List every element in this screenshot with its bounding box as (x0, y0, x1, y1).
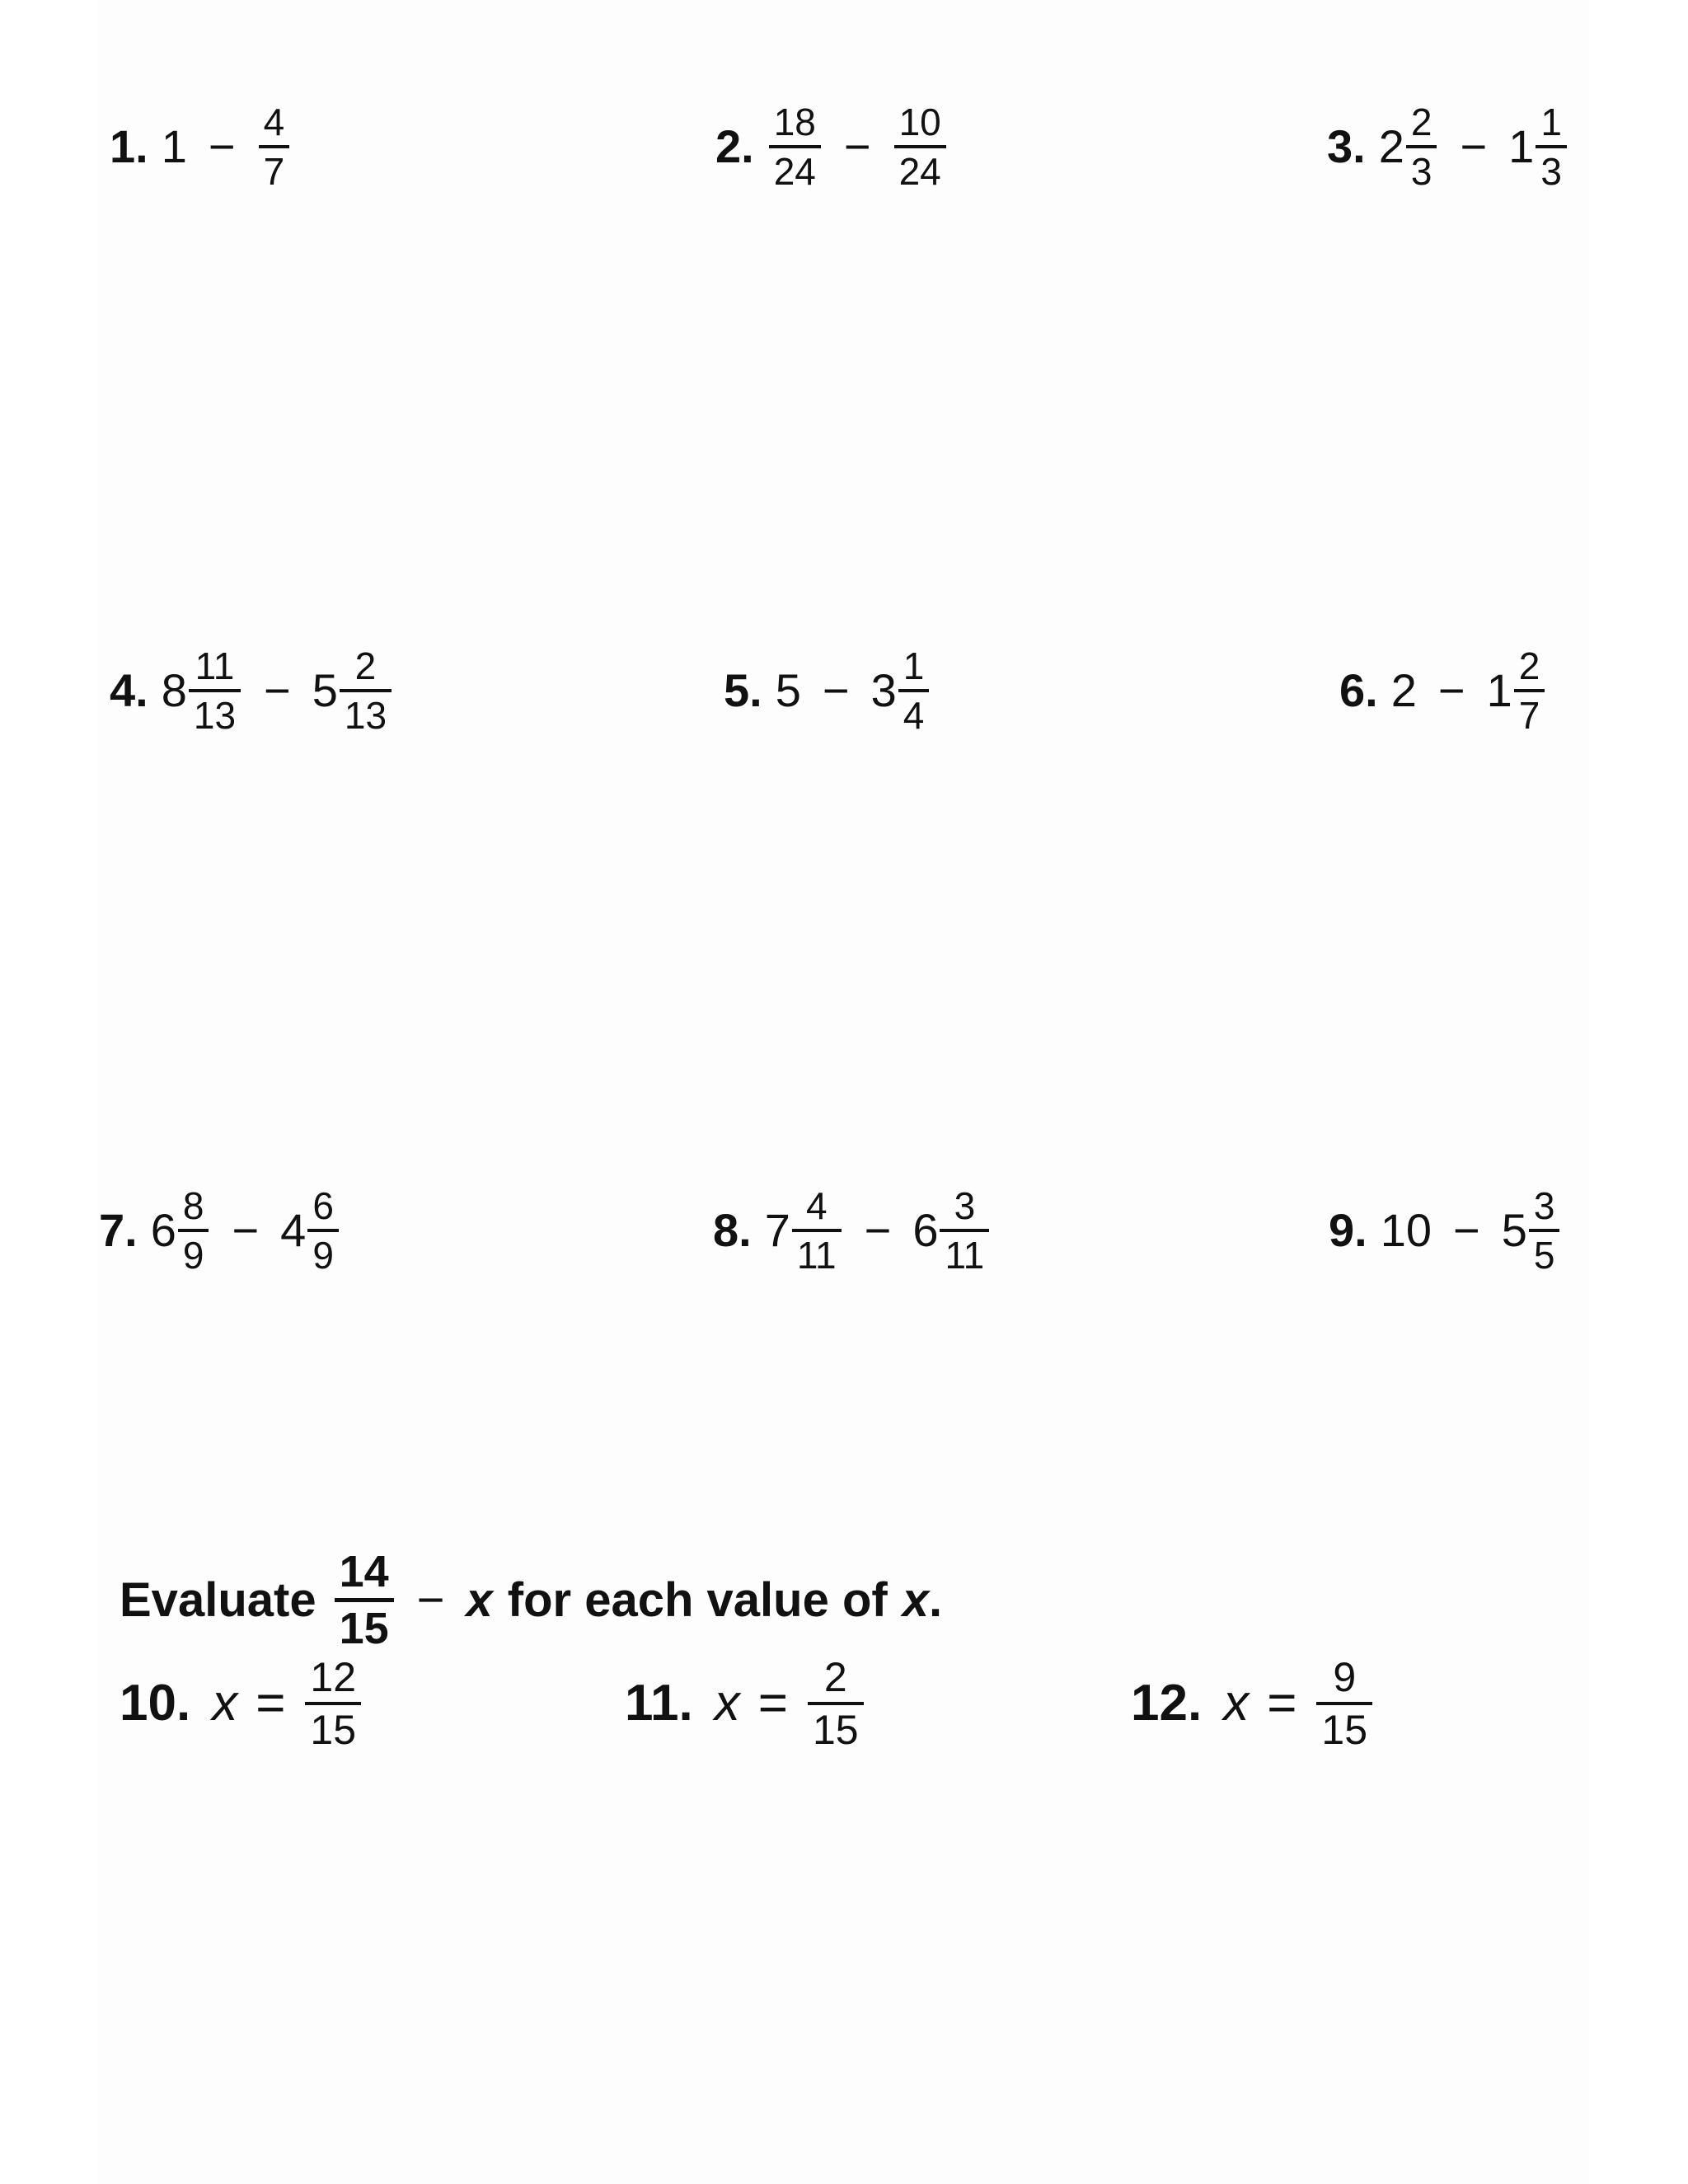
subtrahend-fraction (1536, 101, 1567, 193)
denominator: 15 (305, 1702, 361, 1750)
minuend-fraction (792, 1184, 842, 1277)
subtrahend-fraction (307, 1184, 339, 1277)
numerator: 2 (823, 1654, 847, 1700)
numerator: 3 (1533, 1184, 1555, 1227)
problem-8 (713, 1184, 991, 1277)
subtrahend-whole: 3 (870, 664, 897, 716)
denominator: 7 (1514, 689, 1545, 734)
numerator: 11 (195, 644, 235, 687)
instruction-variable: x (466, 1573, 493, 1627)
problem-number: 2. (715, 120, 754, 172)
denominator: 11 (940, 1229, 989, 1274)
problem-2 (715, 101, 948, 193)
minuend-fraction (1406, 101, 1437, 193)
instruction-middle: for each value of (507, 1573, 888, 1627)
minus-sign: − (1453, 1204, 1480, 1256)
problem-12 (1131, 1654, 1374, 1753)
subtrahend-whole: 1 (1508, 120, 1535, 172)
minuend-fraction (769, 101, 821, 193)
minus-sign: − (1437, 664, 1465, 716)
minus-sign: − (232, 1204, 260, 1256)
denominator: 24 (769, 145, 821, 190)
problem-number: 8. (713, 1204, 752, 1256)
problem-7 (99, 1184, 340, 1277)
denominator: 9 (307, 1229, 339, 1274)
instruction-suffix: . (928, 1573, 943, 1627)
problem-number: 10. (120, 1675, 191, 1732)
numerator: 2 (354, 644, 377, 687)
denominator: 4 (898, 689, 930, 734)
denominator: 3 (1536, 145, 1567, 190)
problem-number: 1. (110, 120, 148, 172)
problem-10 (120, 1654, 363, 1753)
minuend-fraction (189, 644, 241, 737)
problem-4 (110, 644, 393, 737)
problem-number: 4. (110, 664, 148, 716)
problem-number: 5. (724, 664, 762, 716)
numerator: 4 (263, 101, 285, 143)
minuend-fraction (178, 1184, 209, 1277)
numerator: 10 (898, 101, 941, 143)
subtrahend-fraction (894, 101, 946, 193)
minus-sign: − (264, 664, 291, 716)
denominator: 15 (808, 1702, 864, 1750)
value-fraction (305, 1654, 361, 1753)
problem-11 (625, 1654, 865, 1753)
subtrahend-whole: 4 (280, 1204, 307, 1256)
instruction-variable-2: x (902, 1573, 929, 1627)
numerator: 18 (773, 101, 816, 143)
problem-number: 11. (625, 1675, 693, 1732)
denominator: 13 (340, 689, 392, 734)
numerator: 6 (312, 1184, 334, 1227)
problem-number: 12. (1131, 1675, 1203, 1732)
problem-9 (1329, 1184, 1561, 1277)
minuend-whole: 8 (161, 664, 187, 716)
subtrahend-fraction (259, 101, 290, 193)
minuend-whole: 1 (161, 120, 187, 172)
denominator: 15 (335, 1598, 394, 1651)
subtrahend-fraction (1514, 644, 1545, 737)
minus-sign: − (822, 664, 850, 716)
instruction-prefix: Evaluate (120, 1573, 316, 1627)
equals-sign: = (757, 1675, 788, 1732)
variable: x (1223, 1675, 1250, 1732)
equals-sign: = (256, 1675, 286, 1732)
problem-5 (724, 644, 931, 737)
numerator: 14 (339, 1547, 389, 1596)
minus-sign: − (864, 1204, 892, 1256)
numerator: 8 (182, 1184, 204, 1227)
minuend-whole: 6 (150, 1204, 176, 1256)
numerator: 9 (1333, 1654, 1357, 1700)
numerator: 1 (1540, 101, 1562, 143)
denominator: 24 (894, 145, 946, 190)
minuend-whole: 2 (1378, 120, 1404, 172)
variable: x (212, 1675, 238, 1732)
minuend-whole: 10 (1380, 1204, 1432, 1256)
denominator: 15 (1316, 1702, 1372, 1750)
instruction-line (120, 1549, 942, 1651)
subtrahend-fraction (1529, 1184, 1560, 1277)
denominator: 13 (189, 689, 241, 734)
worksheet-page (97, 0, 1589, 2184)
numerator: 4 (805, 1184, 828, 1227)
minus-sign: − (843, 120, 871, 172)
problem-number: 3. (1327, 120, 1366, 172)
subtrahend-fraction (898, 644, 930, 737)
denominator: 9 (178, 1229, 209, 1274)
subtrahend-whole: 5 (1501, 1204, 1527, 1256)
value-fraction (808, 1654, 864, 1753)
problem-3 (1327, 101, 1568, 193)
numerator: 3 (954, 1184, 976, 1227)
numerator: 2 (1410, 101, 1432, 143)
subtrahend-whole: 6 (912, 1204, 939, 1256)
problem-number: 6. (1339, 664, 1378, 716)
problem-number: 7. (99, 1204, 138, 1256)
subtrahend-fraction (340, 644, 392, 737)
minus-sign: − (1460, 120, 1488, 172)
problem-number: 9. (1329, 1204, 1367, 1256)
variable: x (714, 1675, 740, 1732)
numerator: 2 (1518, 644, 1540, 687)
minus-sign: − (208, 120, 236, 172)
equals-sign: = (1267, 1675, 1297, 1732)
numerator: 1 (903, 644, 925, 687)
instruction-fraction (335, 1549, 394, 1651)
minuend-whole: 5 (775, 664, 801, 716)
denominator: 5 (1529, 1229, 1560, 1274)
subtrahend-whole: 5 (312, 664, 338, 716)
subtrahend-whole: 1 (1486, 664, 1512, 716)
denominator: 11 (792, 1229, 842, 1274)
minuend-whole: 2 (1390, 664, 1417, 716)
numerator: 12 (310, 1654, 357, 1700)
value-fraction (1316, 1654, 1372, 1753)
problem-6 (1339, 644, 1546, 737)
problem-1 (110, 101, 291, 193)
denominator: 7 (259, 145, 290, 190)
subtrahend-fraction (940, 1184, 989, 1277)
minus-sign: − (416, 1573, 445, 1627)
minuend-whole: 7 (764, 1204, 790, 1256)
denominator: 3 (1406, 145, 1437, 190)
